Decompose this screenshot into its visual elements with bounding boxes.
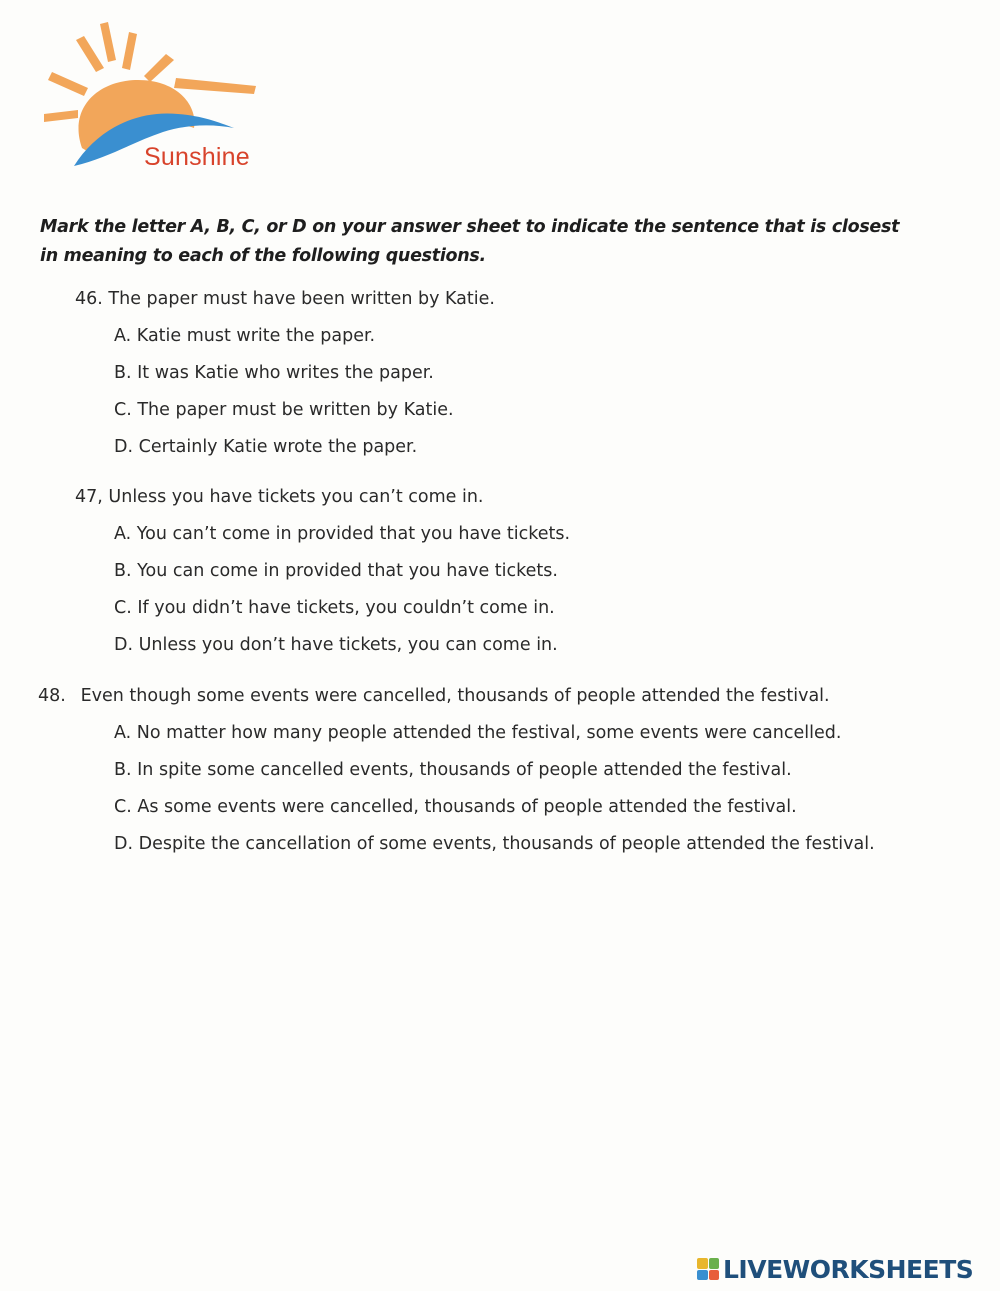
logo-brand-text: Sunshine	[144, 143, 250, 171]
option-a[interactable]: A. No matter how many people attended the festival, some events were cancelled.	[114, 723, 842, 743]
question-47	[75, 483, 905, 660]
option-a[interactable]: A. You can’t come in provided that you have tickets.	[114, 524, 571, 544]
question-text: The paper must have been written by Katie.	[108, 289, 495, 309]
option-a[interactable]: A. Katie must write the paper.	[114, 326, 376, 346]
option-d[interactable]: D. Despite the cancellation of some events, thousands of people attended the festival.	[114, 834, 875, 854]
option-c[interactable]: C. As some events were cancelled, thousands of people attended the festival.	[114, 797, 797, 817]
option-b[interactable]: B. In spite some cancelled events, thousands of people attended the festival.	[114, 760, 792, 780]
question-number: 46.	[75, 289, 103, 309]
liveworksheets-logo-icon	[697, 1258, 719, 1280]
question-46	[75, 285, 905, 462]
option-b[interactable]: B. It was Katie who writes the paper.	[114, 363, 434, 383]
option-d[interactable]: D. Unless you don’t have tickets, you can come in.	[114, 635, 558, 655]
option-c[interactable]: C. If you didn’t have tickets, you couldn’t come in.	[114, 598, 555, 618]
question-48: 48. Even though some events were cancelled, thousands of people attended the festival. A. No matter how many people attended the festival, some events were cancelled. B. In spite some cancelled events, thousands of people attended the festival. C. As some events were cancelled, thousands of people attended the festival. D. Despite the cancellation of some events, thousands of people attended the festival.	[75, 682, 905, 859]
option-c[interactable]: C. The paper must be written by Katie.	[114, 400, 454, 420]
question-number: 47,	[75, 487, 103, 507]
option-d[interactable]: D. Certainly Katie wrote the paper.	[114, 437, 418, 457]
liveworksheets-brand-text: LIVEWORKSHEETS	[723, 1254, 974, 1284]
instructions: Mark the letter A, B, C, or D on your answer sheet to indicate the sentence that is closest in meaning to each of the following questions.	[40, 217, 900, 266]
option-b[interactable]: B. You can come in provided that you have tickets.	[114, 561, 558, 581]
question-text: Unless you have tickets you can’t come in.	[108, 487, 484, 507]
liveworksheets-branding	[697, 1253, 973, 1285]
question-text: Even though some events were cancelled, thousands of people attended the festival.	[80, 686, 830, 706]
